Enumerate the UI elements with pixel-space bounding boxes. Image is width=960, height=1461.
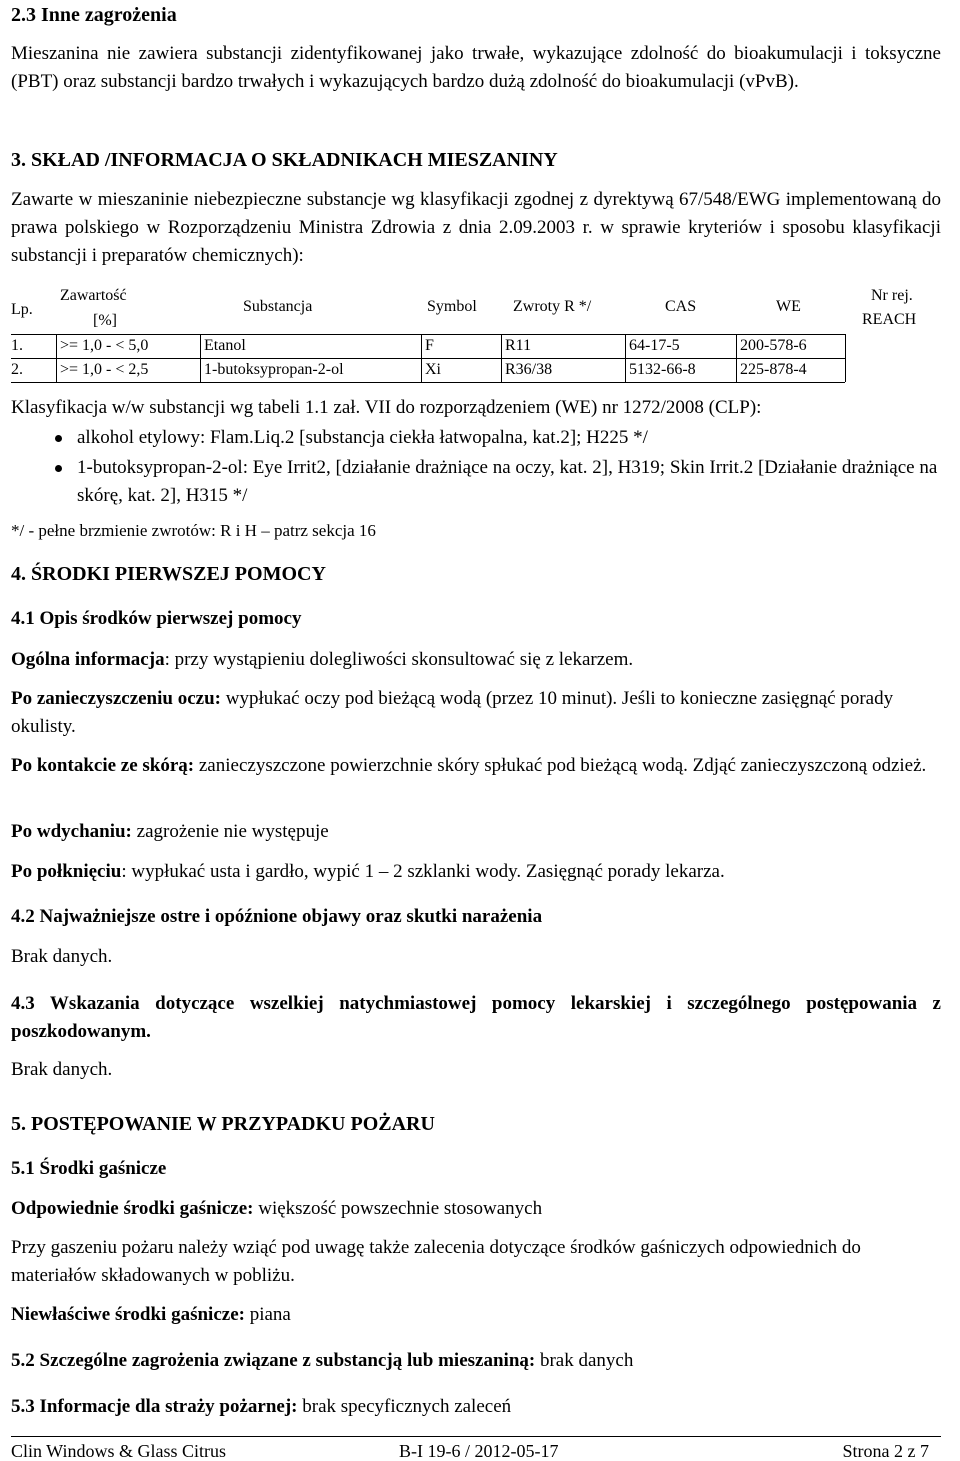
general-info: Ogólna informacja: przy wystąpieniu dolegliwości skonsultować się z lekarzem. [11,649,634,670]
section-2-3-heading: 2.3 Inne zagrożenia [11,4,177,26]
table-rule [11,334,845,335]
skin-contact: Po kontakcie ze skórą: zanieczyszczone powierzchnie skóry spłukać pod bieżącą wodą. Zdjąć zanieczyszczoną odzież. [11,755,927,776]
inhalation: Po wdychaniu: zagrożenie nie występuje [11,821,329,842]
table-cell-lp: 1. [11,337,23,354]
table-cell-lp: 2. [11,361,23,378]
unsuitable-media: Niewłaściwe środki gaśnicze: piana [11,1304,291,1325]
table-cell-zwroty: R36/38 [505,361,553,378]
table-cell-zawartosc: >= 1,0 - < 2,5 [60,361,149,378]
col-header-lp: Lp. [11,301,33,318]
footer-doc-ref: B-I 19-6 / 2012-05-17 [399,1441,559,1461]
col-header-zwroty: Zwroty R */ [513,298,592,315]
col-header-nrrej: Nr rej. [871,287,913,304]
table-rule [736,334,737,382]
footer-product: Clin Windows & Glass Citrus [11,1441,226,1461]
section-3-heading: 3. SKŁAD /INFORMACJA O SKŁADNIKACH MIESZANINY [11,149,558,171]
col-header-substancja: Substancja [243,298,313,315]
table-rule [11,382,845,383]
table-cell-substancja: 1-butoksypropan-2-ol [204,361,344,378]
section-4-2-text: Brak danych. [11,946,113,967]
table-cell-zwroty: R11 [505,337,532,354]
ingestion: Po połknięciu: wypłukać usta i gardło, wypić 1 – 2 szklanki wody. Zasięgnąć porady lekarza. [11,861,725,882]
section-3-intro: Zawarte w mieszaninie niebezpieczne substancje wg klasyfikacji zgodnej z dyrektywą 67/548/EWG implementowaną do prawa polskiego w Rozporządzeniu Ministra Zdrowia z dnia 2.09.2003 r. w sprawie kryteriów i sposobu klasyfikacji substancji i preparatów chemicznych): [11,189,941,266]
suitable-media: Odpowiednie środki gaśnicze: większość powszechnie stosowanych [11,1198,543,1219]
table-cell-we: 200-578-6 [740,337,807,354]
composition-table [11,287,941,383]
table-cell-we: 225-878-4 [740,361,807,378]
table-cell-cas: 5132-66-8 [629,361,696,378]
table-rule [11,358,845,359]
section-4-heading: 4. ŚRODKI PIERWSZEJ POMOCY [11,563,326,585]
col-header-reach: REACH [862,311,917,328]
table-rule [845,334,846,382]
table-rule [421,334,422,382]
table-cell-symbol: Xi [425,361,441,378]
extinguishing-note: Przy gaszeniu pożaru należy wziąć pod uwagę także zalecenia dotyczące środków gaśniczych odpowiednich do materiałów składowanych w pobliżu. [11,1237,861,1286]
section-4-3-text: Brak danych. [11,1059,113,1080]
table-rule [625,334,626,382]
section-4-3-heading: 4.3 Wskazania dotyczące wszelkiej natychmiastowej pomocy lekarskiej i szczególnego postępowania z poszkodowanym. [11,993,941,1042]
footer-rule [11,1436,941,1439]
footer-page-number: Strona 2 z 7 [842,1441,929,1461]
section-2-3-text: Mieszanina nie zawiera substancji zidentyfikowanej jako trwałe, wykazujące zdolność do bioakumulacji i toksyczne (PBT) oraz substancji bardzo trwałych i wykazujących bardzo dużą zdolność do bioakumulacji (vPvB). [11,43,941,92]
special-hazards: 5.2 Szczególne zagrożenia związane z substancją lub mieszaniną: brak danych [11,1350,634,1371]
section-5-heading: 5. POSTĘPOWANIE W PRZYPADKU POŻARU [11,1113,435,1135]
bullet-icon [55,465,62,472]
bullet-icon [55,435,62,442]
list-item: 1-butoksypropan-2-ol: Eye Irrit2, [działanie drażniące na oczy, kat. 2], H319; Skin Irrit.2 [Działanie drażniące na skórę, kat. 2], H315 */ [11,454,941,510]
list-item: alkohol etylowy: Flam.Liq.2 [substancja ciekła łatwopalna, kat.2]; H225 */ [11,424,941,452]
table-cell-zawartosc: >= 1,0 - < 5,0 [60,337,149,354]
section-4-1-heading: 4.1 Opis środków pierwszej pomocy [11,608,302,629]
classification-list [11,424,941,510]
table-rule [56,334,57,382]
section-4-2-heading: 4.2 Najważniejsze ostre i opóźnione objawy oraz skutki narażenia [11,906,543,927]
classification-text: Klasyfikacja w/w substancji wg tabeli 1.1 zał. VII do rozporządzeniem (WE) nr 1272/2008 (CLP): [11,397,762,418]
table-cell-symbol: F [425,337,434,354]
col-header-zawartosc-unit: [%] [93,312,117,329]
table-rule [200,334,201,382]
table-cell-cas: 64-17-5 [629,337,680,354]
col-header-zawartosc: Zawartość [60,287,127,304]
col-header-cas: CAS [665,298,697,315]
section-5-1-heading: 5.1 Środki gaśnicze [11,1158,167,1179]
table-rule [501,334,502,382]
firefighter-info: 5.3 Informacje dla straży pożarnej: brak specyficznych zaleceń [11,1396,512,1417]
table-cell-substancja: Etanol [204,337,246,354]
eye-contact: Po zanieczyszczeniu oczu: wypłukać oczy pod bieżącą wodą (przez 10 minut). Jeśli to konieczne zasięgnąć porady okulisty. [11,688,894,737]
col-header-symbol: Symbol [427,298,477,315]
phrases-note: */ - pełne brzmienie zwrotów: R i H – patrz sekcja 16 [11,521,376,540]
col-header-we: WE [776,298,801,315]
